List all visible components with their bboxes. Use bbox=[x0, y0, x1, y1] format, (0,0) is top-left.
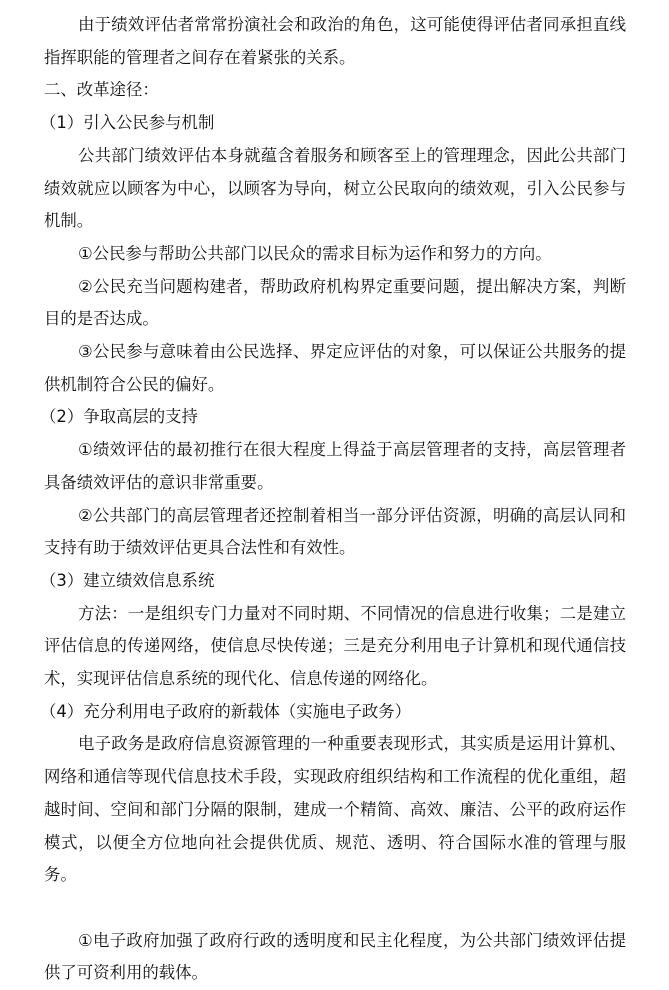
list-item-leadership-2: ②公共部门的高层管理者还控制着相当一部分评估资源，明确的高层认同和支持有助于绩效评估更具合法性和有效性。 bbox=[44, 505, 626, 558]
list-item-participation-2: ②公民充当问题构建者，帮助政府机构界定重要问题，提出解决方案，判断目的是否达成。 bbox=[44, 276, 626, 329]
subheading-information-system: （3）建立绩效信息系统 bbox=[40, 570, 215, 590]
paragraph-customer-orientation: 公共部门绩效评估本身就蕴含着服务和顾客至上的管理理念，因此公共部门绩效就应以顾客为中心，以顾客为导向，树立公民取向的绩效观，引入公民参与机制。 bbox=[44, 145, 626, 231]
list-item-participation-3: ③公民参与意味着由公民选择、界定应评估的对象，可以保证公共服务的提供机制符合公民的偏好。 bbox=[44, 342, 626, 394]
list-item-leadership-1: ①绩效评估的最初推行在很大程度上得益于高层管理者的支持，高层管理者具备绩效评估的意识非常重要。 bbox=[44, 440, 626, 492]
section-heading-reform-paths: 二、改革途径： bbox=[44, 80, 159, 100]
list-item-participation-1: ①公民参与帮助公共部门以民众的需求目标为运作和努力的方向。 bbox=[78, 243, 552, 263]
document-page bbox=[40, 9, 626, 990]
list-item-e-government-1: ①电子政府加强了政府行政的透明度和民主化程度，为公共部门绩效评估提供了可资利用的载体。 bbox=[44, 930, 626, 983]
paragraph-information-methods: 方法：一是组织专门力量对不同时期、不同情况的信息进行收集；二是建立评估信息的传递网络，使信息尽快传递；三是充分利用电子计算机和现代通信技术，实现评估信息系统的现代化、信息传递的网络化。 bbox=[44, 603, 626, 689]
subheading-e-government: （4）充分利用电子政府的新载体（实施电子政务） bbox=[40, 701, 412, 721]
subheading-citizen-participation: （1）引入公民参与机制 bbox=[40, 113, 215, 133]
paragraph-evaluator-tension: 由于绩效评估者常常扮演社会和政治的角色，这可能使得评估者同承担直线指挥职能的管理者之间存在着紧张的关系。 bbox=[44, 15, 626, 67]
paragraph-e-government-definition: 电子政务是政府信息资源管理的一种重要表现形式，其实质是运用计算机、网络和通信等现代信息技术手段，实现政府组织结构和工作流程的优化重组，超越时间、空间和部门分隔的限制，建成一个精简、高效、廉洁、公平的政府运作模式，以便全方位地向社会提供优质、规范、透明、符合国际水准的管理与服务。 bbox=[44, 734, 626, 885]
blank-line bbox=[44, 892, 626, 925]
subheading-leadership-support: （2）争取高层的支持 bbox=[40, 407, 198, 427]
